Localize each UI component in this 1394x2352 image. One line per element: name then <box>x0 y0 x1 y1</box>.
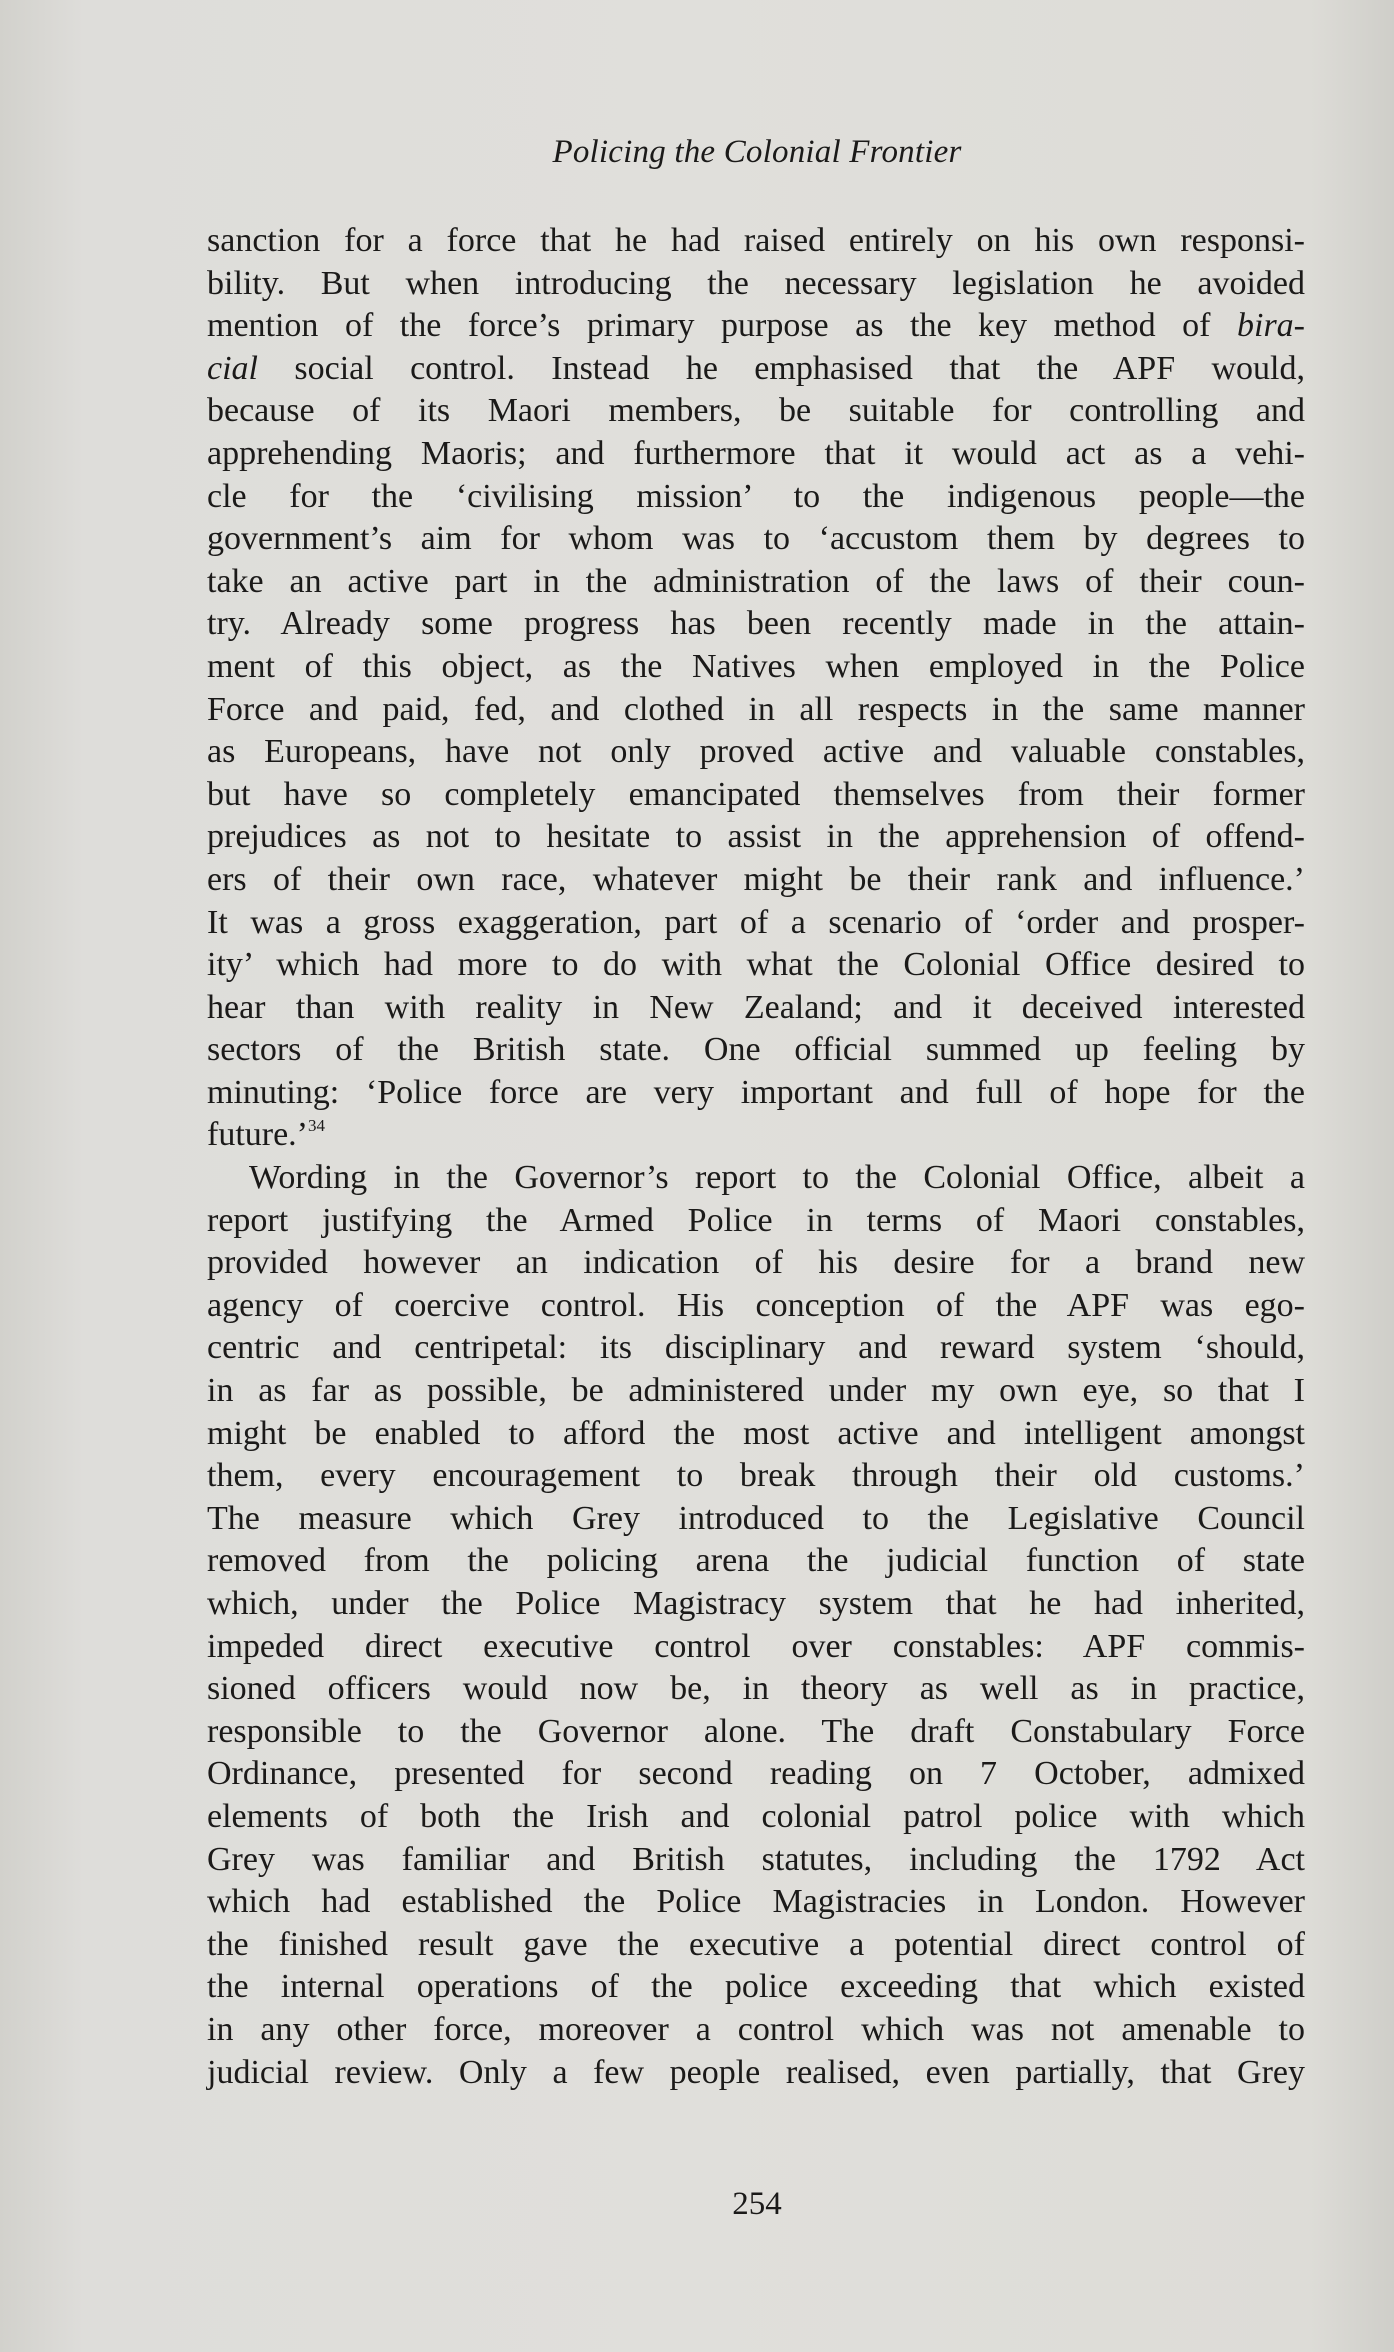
text-line: government’s aim for whom was to ‘accustom them by degrees to <box>207 520 1305 558</box>
text-line: sioned officers would now be, in theory as well as in practice, <box>207 1670 1305 1708</box>
text-line: try. Already some progress has been recently made in the attain- <box>207 605 1305 643</box>
text-line: might be enabled to afford the most active and intelligent amongst <box>207 1414 1305 1452</box>
italic-run: bira- <box>1237 307 1305 345</box>
text-line: ment of this object, as the Natives when employed in the Police <box>207 647 1305 685</box>
text-line <box>207 1114 1305 1157</box>
text-line: the internal operations of the police exceeding that which existed <box>207 1968 1305 2006</box>
text-line: because of its Maori members, be suitable for controlling and <box>207 392 1305 430</box>
text-run: future.’ <box>207 1116 309 1154</box>
text-line: in as far as possible, be administered under my own eye, so that I <box>207 1372 1305 1410</box>
text-line: apprehending Maoris; and furthermore that it would act as a vehi- <box>207 434 1305 472</box>
footnote-reference: 34 <box>308 1116 326 1136</box>
text-line: agency of coercive control. His conception of the APF was ego- <box>207 1286 1305 1324</box>
text-line: which had established the Police Magistracies in London. However <box>207 1883 1305 1921</box>
running-head: Policing the Colonial Frontier <box>552 134 962 170</box>
text-line: responsible to the Governor alone. The draft Constabulary Force <box>207 1712 1305 1750</box>
text-line: prejudices as not to hesitate to assist in the apprehension of offend- <box>207 818 1305 856</box>
text-line: minuting: ‘Police force are very important and full of hope for the <box>207 1073 1305 1111</box>
text-line: sanction for a force that he had raised entirely on his own responsi- <box>207 222 1305 259</box>
text-line: centric and centripetal: its disciplinary and reward system ‘should, <box>207 1329 1305 1367</box>
text-line: report justifying the Armed Police in terms of Maori constables, <box>207 1201 1305 1239</box>
text-line: The measure which Grey introduced to the Legislative Council <box>207 1499 1305 1537</box>
text-line: as Europeans, have not only proved active and valuable constables, <box>207 733 1305 771</box>
page-number: 254 <box>732 2186 782 2222</box>
text-line: in any other force, moreover a control which was not amenable to <box>207 2010 1305 2048</box>
text-line: ers of their own race, whatever might be their rank and influence.’ <box>207 860 1305 898</box>
text-line: but have so completely emancipated themselves from their former <box>207 775 1305 813</box>
text-line: impeded direct executive control over constables: APF commis- <box>207 1627 1305 1665</box>
text-line: take an active part in the administration of the laws of their coun- <box>207 562 1305 600</box>
text-line: Grey was familiar and British statutes, including the 1792 Act <box>207 1840 1305 1878</box>
text-line: removed from the policing arena the judicial function of state <box>207 1542 1305 1580</box>
text-line: hear than with reality in New Zealand; and it deceived interested <box>207 988 1305 1026</box>
text-line: cle for the ‘civilising mission’ to the indigenous people—the <box>207 477 1305 515</box>
italic-run: cial <box>207 349 258 387</box>
text-line: the finished result gave the executive a potential direct control of <box>207 1925 1305 1963</box>
text-line <box>207 305 1305 348</box>
text-line: ity’ which had more to do with what the Colonial Office desired to <box>207 946 1305 984</box>
text-line: bility. But when introducing the necessary legislation he avoided <box>207 264 1305 302</box>
text-line: judicial review. Only a few people realised, even partially, that Grey <box>207 2053 1305 2091</box>
text-line: It was a gross exaggeration, part of a scenario of ‘order and prosper- <box>207 903 1305 941</box>
text-line: them, every encouragement to break through their old customs.’ <box>207 1457 1305 1495</box>
text-run: mention of the force’s primary purpose as the key method of <box>207 307 1211 345</box>
text-line: elements of both the Irish and colonial patrol police with which <box>207 1797 1305 1835</box>
body-text <box>207 220 1305 2094</box>
text-run: social control. Instead he emphasised that the APF would, <box>257 349 1305 387</box>
text-line: which, under the Police Magistracy system that he had inherited, <box>207 1585 1305 1622</box>
text-line: sectors of the British state. One official summed up feeling by <box>207 1031 1305 1069</box>
text-line: Force and paid, fed, and clothed in all respects in the same manner <box>207 690 1305 728</box>
text-line <box>207 348 1305 391</box>
text-line: Wording in the Governor’s report to the Colonial Office, albeit a <box>249 1159 1305 1197</box>
text-line: provided however an indication of his desire for a brand new <box>207 1244 1305 1282</box>
text-line: Ordinance, presented for second reading on 7 October, admixed <box>207 1755 1305 1793</box>
